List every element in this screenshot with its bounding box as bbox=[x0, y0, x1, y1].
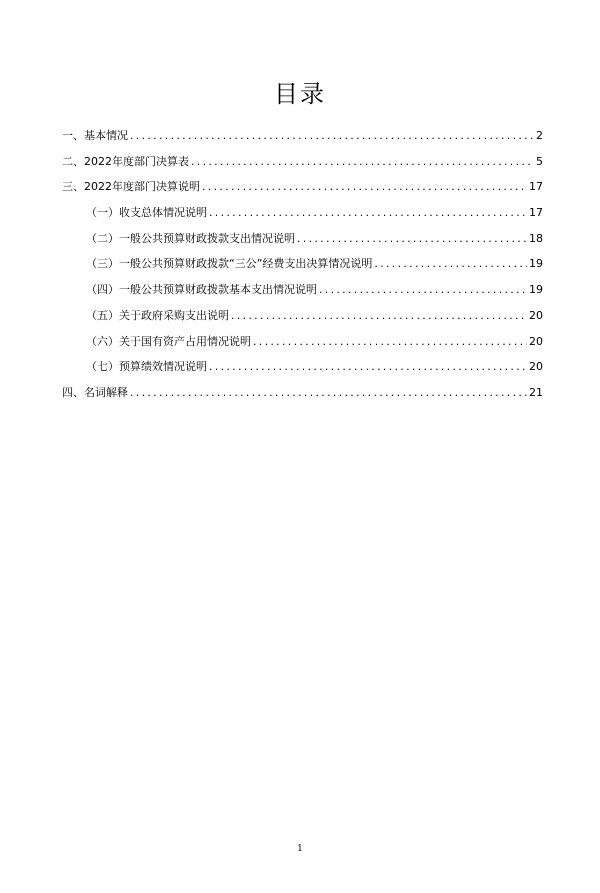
toc-entry-budget-performance[interactable] bbox=[62, 354, 543, 380]
table-of-contents bbox=[62, 123, 543, 406]
toc-entry-page: 20 bbox=[529, 360, 543, 374]
toc-entry-label: （二）一般公共预算财政拨款支出情况说明 bbox=[86, 231, 295, 245]
toc-dot-leader bbox=[209, 200, 527, 226]
toc-entry-page: 21 bbox=[529, 385, 543, 399]
toc-dot-leader bbox=[374, 251, 527, 277]
toc-entry-glossary[interactable] bbox=[62, 380, 543, 406]
toc-entry-label: （四）一般公共预算财政拨款基本支出情况说明 bbox=[86, 283, 317, 297]
toc-dot-leader bbox=[202, 174, 527, 200]
toc-entry-general-budget-expenditure[interactable] bbox=[62, 226, 543, 252]
toc-entry-three-public-expenses[interactable] bbox=[62, 251, 543, 277]
toc-entry-label: 三、2022年度部门决算说明 bbox=[62, 180, 200, 194]
toc-title: 目录 bbox=[274, 80, 326, 108]
toc-entry-label: （七）预算绩效情况说明 bbox=[86, 360, 207, 374]
toc-entry-page: 19 bbox=[529, 257, 543, 271]
page-number: 1 bbox=[297, 844, 303, 854]
toc-entry-label: 一、基本情况 bbox=[62, 129, 128, 142]
toc-dot-leader bbox=[209, 354, 527, 380]
toc-dot-leader bbox=[231, 303, 527, 329]
toc-entry-label: （六）关于国有资产占用情况说明 bbox=[86, 334, 251, 348]
toc-entry-page: 18 bbox=[529, 231, 543, 245]
toc-entry-label: （一）收支总体情况说明 bbox=[86, 206, 207, 220]
toc-entry-label: 四、名词解释 bbox=[62, 385, 128, 399]
toc-entry-page: 20 bbox=[529, 334, 543, 348]
toc-entry-page: 17 bbox=[529, 206, 543, 220]
toc-entry-page: 17 bbox=[529, 180, 543, 194]
toc-entry-overall-revenue-expenditure[interactable] bbox=[62, 200, 543, 226]
toc-entry-government-procurement[interactable] bbox=[62, 303, 543, 329]
toc-dot-leader bbox=[319, 277, 527, 303]
toc-entry-page: 20 bbox=[529, 308, 543, 322]
toc-dot-leader bbox=[253, 329, 527, 355]
toc-dot-leader bbox=[130, 380, 527, 406]
toc-entry-label: （五）关于政府采购支出说明 bbox=[86, 308, 229, 322]
toc-entry-final-accounts-explanation[interactable] bbox=[62, 174, 543, 200]
toc-entry-basic-info[interactable] bbox=[62, 123, 543, 149]
toc-entry-state-assets[interactable] bbox=[62, 329, 543, 355]
toc-dot-leader bbox=[297, 226, 527, 252]
toc-entry-label: 二、2022年度部门决算表 bbox=[62, 154, 189, 168]
toc-entry-label: （三）一般公共预算财政拨款“三公”经费支出决算情况说明 bbox=[86, 257, 373, 271]
toc-entry-page: 5 bbox=[536, 154, 543, 168]
toc-dot-leader bbox=[130, 123, 534, 149]
toc-entry-page: 19 bbox=[529, 283, 543, 297]
toc-dot-leader bbox=[191, 149, 534, 175]
toc-entry-final-accounts-tables[interactable] bbox=[62, 149, 543, 175]
toc-entry-page: 2 bbox=[536, 129, 543, 142]
toc-entry-basic-expenditure[interactable] bbox=[62, 277, 543, 303]
